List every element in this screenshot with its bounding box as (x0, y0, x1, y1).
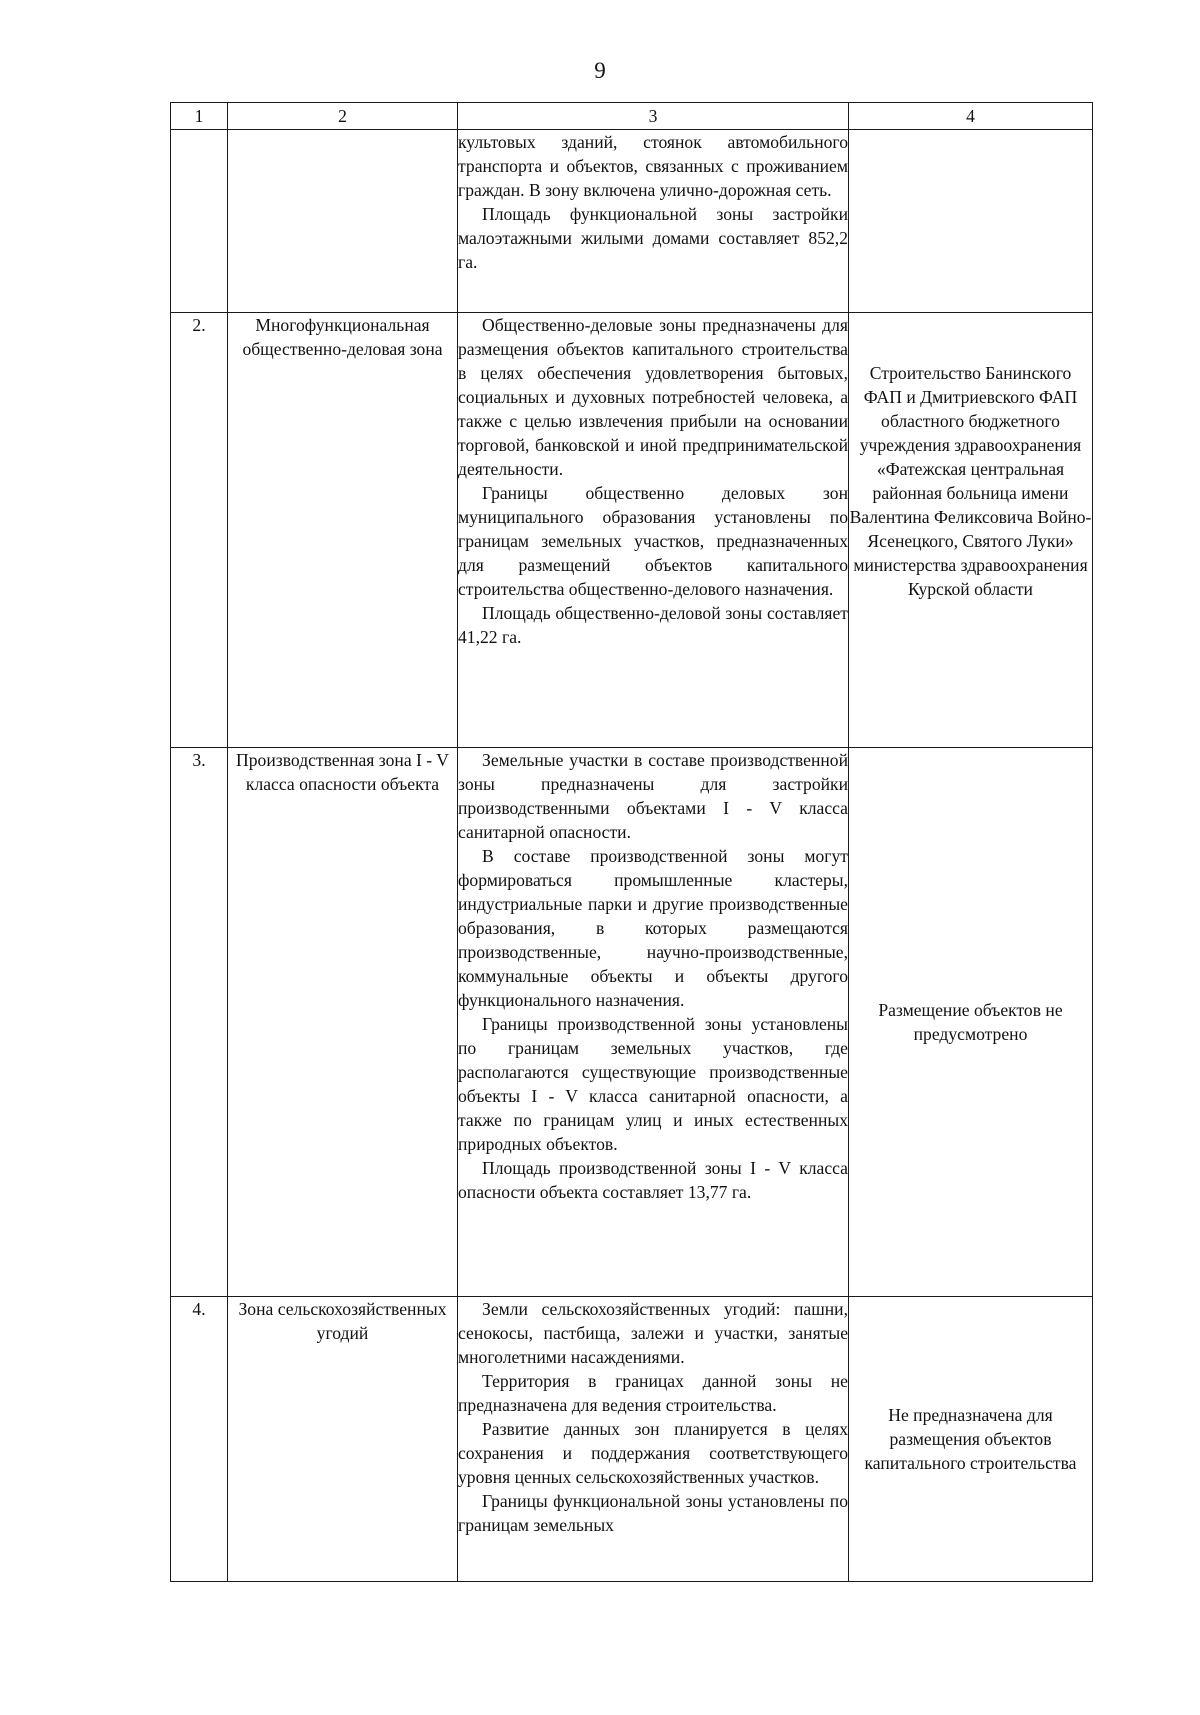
table-row (171, 1297, 1093, 1582)
zone-name: Производственная зона I - V класса опасности объекта (228, 748, 458, 1297)
column-header-3: 3 (458, 103, 849, 130)
column-header-4: 4 (849, 103, 1093, 130)
zone-description (458, 1297, 849, 1582)
table-row (171, 313, 1093, 748)
table-header-row (171, 103, 1093, 130)
zone-description (458, 313, 849, 748)
row-number: 4. (171, 1297, 228, 1582)
description-paragraph: Площадь производственной зоны I - V класса опасности объекта составляет 13,77 га. (458, 1158, 848, 1202)
zone-name (228, 130, 458, 313)
column-header-2: 2 (228, 103, 458, 130)
description-paragraph: Границы производственной зоны установлены по границам земельных участков, где располагаются существующие производственные объекты I - V класса санитарной опасности, а также по границам улиц и иных естественных природных объектов. (458, 1014, 848, 1154)
zone-name: Многофункциональная общественно-деловая зона (228, 313, 458, 748)
row-number: 3. (171, 748, 228, 1297)
table-row (171, 130, 1093, 313)
zone-note: Не предназначена для размещения объектов капитального строительства (849, 1297, 1093, 1582)
description-paragraph: Границы функциональной зоны установлены по границам земельных (458, 1491, 848, 1535)
zone-note: Строительство Банинского ФАП и Дмитриевского ФАП областного бюджетного учреждения здравоохранения «Фатежская центральная районная больница имени Валентина Феликсовича Войно-Ясенецкого, Святого Луки» министерства здравоохранения Курской области (849, 313, 1093, 748)
page-number: 9 (594, 58, 606, 83)
description-paragraph: В составе производственной зоны могут формироваться промышленные кластеры, индустриальные парки и другие производственные образования, в которых размещаются производственные, научно-производственные, коммунальные объекты и объекты другого функционального назначения. (458, 846, 848, 1010)
description-paragraph: Земельные участки в составе производственной зоны предназначены для застройки производственными объектами I - V класса санитарной опасности. (458, 750, 848, 842)
description-paragraph: Площадь функциональной зоны застройки малоэтажными жилыми домами составляет 852,2 га. (458, 204, 848, 272)
description-paragraph: Площадь общественно-деловой зоны составляет 41,22 га. (458, 603, 848, 647)
zone-note (849, 130, 1093, 313)
description-paragraph: Развитие данных зон планируется в целях сохранения и поддержания соответствующего уровня ценных сельскохозяйственных участков. (458, 1419, 848, 1487)
table-row (171, 748, 1093, 1297)
row-number: 2. (171, 313, 228, 748)
description-paragraph: Границы общественно деловых зон муниципального образования установлены по границам земельных участков, предназначенных для размещений объектов капитального строительства общественно-делового назначения. (458, 483, 848, 599)
zones-table (170, 102, 1093, 1582)
description-paragraph: Общественно-деловые зоны предназначены для размещения объектов капитального строительства в целях обеспечения удовлетворения бытовых, социальных и духовных потребностей человека, а также с целью извлечения прибыли на основании торговой, банковской и иной предпринимательской деятельности. (458, 315, 848, 479)
column-header-1: 1 (171, 103, 228, 130)
description-paragraph: Земли сельскохозяйственных угодий: пашни, сенокосы, пастбища, залежи и участки, занятые многолетними насаждениями. (458, 1299, 848, 1367)
zone-description (458, 130, 849, 313)
zone-description (458, 748, 849, 1297)
description-paragraph: культовых зданий, стоянок автомобильного транспорта и объектов, связанных с проживанием граждан. В зону включена улично-дорожная сеть. (458, 132, 848, 200)
row-number (171, 130, 228, 313)
zone-note: Размещение объектов не предусмотрено (849, 748, 1093, 1297)
zone-name: Зона сельскохозяйственных угодий (228, 1297, 458, 1582)
description-paragraph: Территория в границах данной зоны не предназначена для ведения строительства. (458, 1371, 848, 1415)
